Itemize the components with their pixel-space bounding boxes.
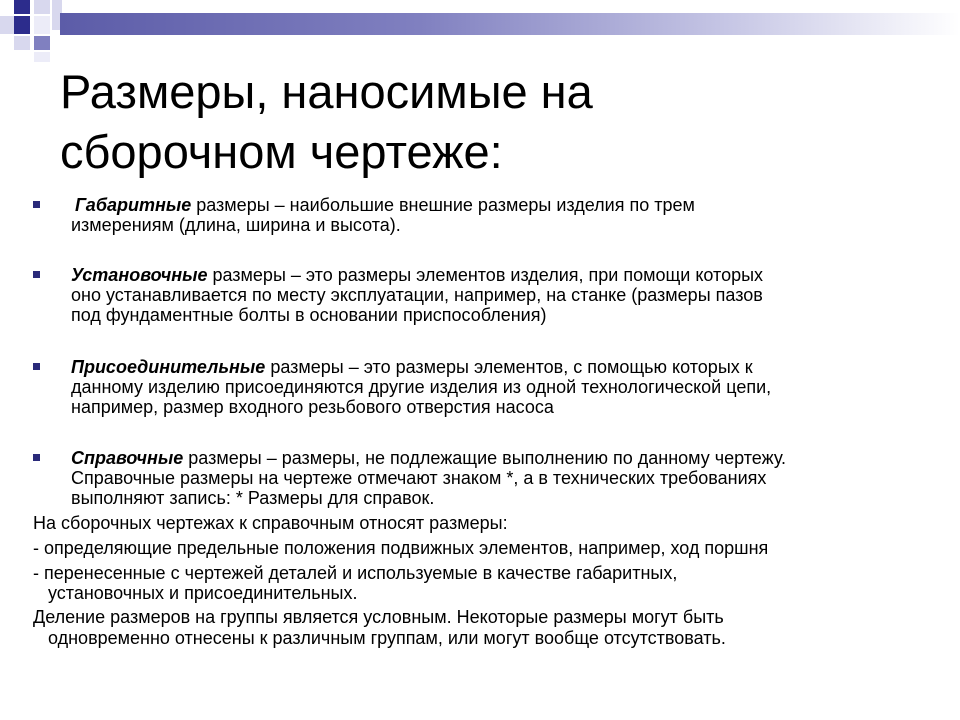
paragraph-line: установочных и присоединительных.	[48, 583, 358, 603]
bullet-term: Справочные	[71, 448, 184, 468]
bullet-term: Габаритные	[75, 195, 192, 215]
bullet-line: Справочные размеры на чертеже отмечают знаком *, а в технических требованиях	[71, 468, 767, 488]
bullet-text	[71, 265, 931, 325]
paragraph-line: На сборочных чертежах к справочным относят размеры:	[33, 513, 508, 533]
title-line: сборочном чертеже:	[60, 125, 503, 178]
slide-title	[60, 62, 920, 182]
bullet-term: Присоединительные	[71, 357, 266, 377]
bullet-text	[71, 357, 931, 417]
bullet-line: размеры – размеры, не подлежащие выполнению по данному чертежу.	[183, 448, 787, 468]
paragraph-line: одновременно отнесены к различным группам, или могут вообще отсутствовать.	[48, 628, 726, 648]
bullet-line: оно устанавливается по месту эксплуатации, например, на станке (размеры пазов	[71, 285, 763, 305]
bullet-square-icon	[33, 454, 40, 461]
bullet-square-icon	[33, 271, 40, 278]
bullet-line: размеры – это размеры элементов изделия, при помощи которых	[207, 265, 764, 285]
paragraph-line: Деление размеров на группы является условным. Некоторые размеры могут быть	[33, 607, 724, 627]
bullet-term: Установочные	[71, 265, 208, 285]
paragraph-line: - определяющие предельные положения подвижных элементов, например, ход поршня	[33, 538, 769, 558]
bullet-square-icon	[33, 363, 40, 370]
bullet-line: данному изделию присоединяются другие изделия из одной технологической цепи,	[71, 377, 772, 397]
bullet-line: выполняют запись: * Размеры для справок.	[71, 488, 435, 508]
bullet-text	[71, 448, 931, 508]
bullet-square-icon	[33, 201, 40, 208]
header-gradient-bar	[60, 13, 960, 35]
bullet-line: размеры – это размеры элементов, с помощью которых к	[265, 357, 753, 377]
title-line: Размеры, наносимые на	[60, 65, 593, 118]
bullet-line: размеры – наибольшие внешние размеры изделия по трем	[191, 195, 695, 215]
bullet-text	[71, 195, 935, 235]
bullet-line: измерениям (длина, ширина и высота).	[71, 215, 401, 235]
bullet-line: под фундаментные болты в основании приспособления)	[71, 305, 547, 325]
paragraph-line: - перенесенные с чертежей деталей и используемые в качестве габаритных,	[33, 563, 678, 583]
bullet-line: например, размер входного резьбового отверстия насоса	[71, 397, 554, 417]
